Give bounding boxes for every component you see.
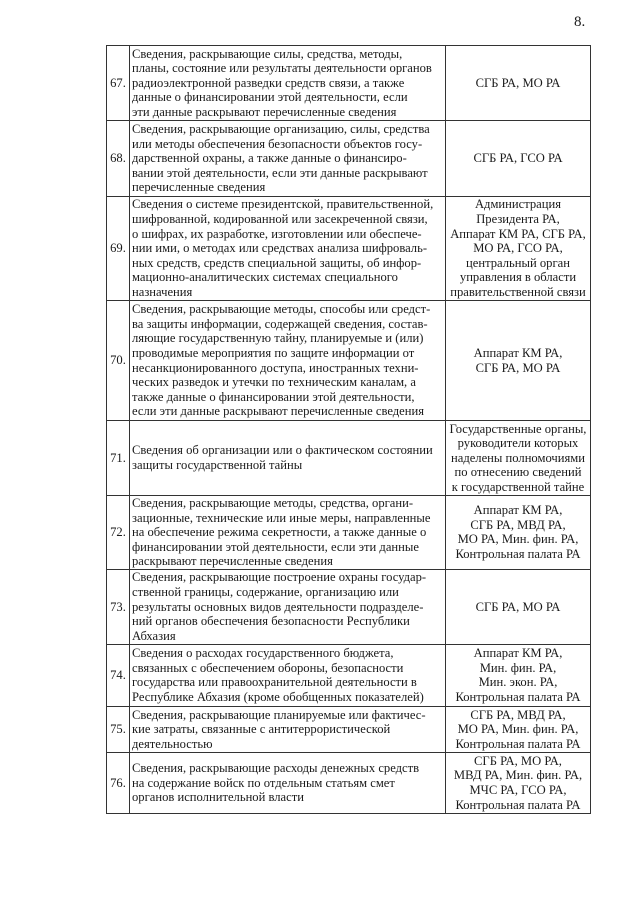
table-row bbox=[107, 496, 591, 570]
responsible-body-line: Государственные органы, bbox=[449, 421, 587, 436]
description-line: ческих разведок и утечки по техническим каналам, а bbox=[132, 375, 416, 390]
description-line: связанных с обеспечением обороны, безопасности bbox=[132, 660, 404, 675]
description-line: Сведения о системе президентской, правительственной, bbox=[132, 197, 434, 212]
responsible-bodies bbox=[446, 706, 591, 752]
description-line: ва защиты информации, содержащей сведения, состав- bbox=[132, 316, 428, 331]
item-number: 67. bbox=[107, 46, 130, 121]
responsible-bodies bbox=[446, 46, 591, 121]
description-line: или методы обеспечения безопасности объектов госу- bbox=[132, 136, 423, 151]
item-description bbox=[130, 46, 446, 121]
responsible-body-line: МО РА, Мин. фин. РА, bbox=[457, 722, 579, 737]
page-number: 8. bbox=[574, 14, 586, 30]
description-line: государства или правоохранительной деятельности в bbox=[132, 675, 417, 690]
responsible-body-line: СГБ РА, МО РА bbox=[475, 360, 561, 375]
description-line: зационные, технические или иные меры, направленные bbox=[132, 510, 431, 525]
item-description bbox=[130, 706, 446, 752]
responsible-body-line: Контрольная палата РА bbox=[455, 736, 581, 751]
responsible-body-line: центральный орган bbox=[466, 255, 570, 270]
responsible-body-line: СГБ РА, МО РА bbox=[475, 599, 561, 614]
responsible-body-line: СГБ РА, МО РА, bbox=[474, 753, 562, 768]
table-row bbox=[107, 569, 591, 644]
item-number: 72. bbox=[107, 496, 130, 570]
table-row bbox=[107, 644, 591, 706]
description-line: Сведения о расходах государственного бюджета, bbox=[132, 646, 394, 661]
table-row bbox=[107, 706, 591, 752]
description-line: Сведения об организации или о фактическом состоянии bbox=[132, 443, 433, 458]
description-line: назначения bbox=[132, 284, 193, 299]
responsible-body-line: Мин. фин. РА, bbox=[479, 660, 557, 675]
responsible-body-line: СГБ РА, МВД РА, bbox=[470, 707, 566, 722]
responsible-body-line: МВД РА, Мин. фин. РА, bbox=[453, 768, 583, 783]
description-line: Сведения, раскрывающие методы, способы или средст- bbox=[132, 302, 431, 317]
description-line: Сведения, раскрывающие методы, средства, органи- bbox=[132, 496, 414, 510]
description-line: эти данные раскрывают перечисленные сведения bbox=[132, 104, 397, 119]
table-row bbox=[107, 421, 591, 496]
responsible-body-line: по отнесению сведений bbox=[454, 465, 582, 480]
description-line: также данные о финансировании этой деятельности, bbox=[132, 389, 415, 404]
description-line: нии ими, о методах или средствах анализа шифроваль- bbox=[132, 241, 428, 256]
responsible-body-line: СГБ РА, МВД РА, bbox=[470, 517, 566, 532]
description-line: перечисленные сведения bbox=[132, 180, 266, 195]
classified-info-table bbox=[106, 45, 591, 814]
responsible-body-line: Аппарат КМ РА, bbox=[473, 503, 563, 518]
item-number: 69. bbox=[107, 197, 130, 301]
responsible-body-line: Мин. экон. РА, bbox=[478, 675, 558, 690]
description-line: если эти данные раскрывают перечисленные сведения bbox=[132, 404, 425, 419]
responsible-body-line: Аппарат КМ РА, bbox=[473, 345, 563, 360]
responsible-bodies bbox=[446, 421, 591, 496]
description-line: на обеспечение режима секретности, а также данные о bbox=[132, 525, 427, 540]
responsible-body-line: МО РА, Мин. фин. РА, bbox=[457, 532, 579, 547]
description-line: планы, состояние или результаты деятельности органов bbox=[132, 61, 432, 76]
item-number: 68. bbox=[107, 121, 130, 197]
description-line: защиты государственной тайны bbox=[132, 458, 303, 472]
description-line: результаты основных видов деятельности подразделе- bbox=[132, 599, 424, 614]
table-row bbox=[107, 46, 591, 121]
item-description bbox=[130, 569, 446, 644]
item-description bbox=[130, 121, 446, 197]
responsible-body-line: Контрольная палата РА bbox=[455, 547, 581, 562]
responsible-body-line: к государственной тайне bbox=[451, 479, 585, 494]
description-line: ний органов обеспечения безопасности Республики bbox=[132, 614, 410, 629]
item-number: 74. bbox=[107, 644, 130, 706]
responsible-body-line: управления в области bbox=[459, 270, 577, 285]
table-row bbox=[107, 121, 591, 197]
responsible-body-line: МЧС РА, ГСО РА, bbox=[469, 782, 567, 797]
responsible-body-line: Контрольная палата РА bbox=[455, 797, 581, 812]
item-description bbox=[130, 752, 446, 813]
description-line: Сведения, раскрывающие расходы денежных средств bbox=[132, 761, 420, 776]
description-line: кие затраты, связанные с антитеррористической bbox=[132, 722, 391, 737]
responsible-bodies bbox=[446, 197, 591, 301]
responsible-body-line: Контрольная палата РА bbox=[455, 690, 581, 705]
responsible-body-line: Аппарат КМ РА, СГБ РА, bbox=[450, 226, 586, 241]
description-line: финансировании этой деятельности, если эти данные bbox=[132, 539, 419, 554]
responsible-body-line: правительственной связи bbox=[450, 284, 586, 299]
description-line: шифрованной, кодированной или засекреченной связи, bbox=[132, 212, 428, 227]
description-line: мационно-аналитических системах специального bbox=[132, 270, 398, 285]
responsible-body-line: МО РА, ГСО РА, bbox=[473, 241, 563, 256]
description-line: ляющие государственную тайну, планируемые и (или) bbox=[132, 331, 424, 346]
item-description bbox=[130, 197, 446, 301]
description-line: раскрывают перечисленные сведения bbox=[132, 554, 333, 569]
description-line: дарственной охраны, а также данные о финансиро- bbox=[132, 151, 407, 166]
description-line: органов исполнительной власти bbox=[132, 790, 304, 805]
responsible-bodies bbox=[446, 569, 591, 644]
item-number: 73. bbox=[107, 569, 130, 644]
item-number: 76. bbox=[107, 752, 130, 813]
responsible-body-line: СГБ РА, ГСО РА bbox=[473, 151, 563, 166]
table-row bbox=[107, 197, 591, 301]
description-line: несанкционированного доступа, иностранных техни- bbox=[132, 360, 419, 375]
responsible-body-line: СГБ РА, МО РА bbox=[475, 75, 561, 90]
description-line: данные о финансировании этой деятельности, если bbox=[132, 90, 408, 105]
responsible-body-line: Президента РА, bbox=[476, 212, 560, 227]
description-line: вании этой деятельности, если эти данные раскрывают bbox=[132, 165, 428, 180]
description-line: Республике Абхазия (кроме обобщенных показателей) bbox=[132, 690, 424, 705]
description-line: на содержание войск по отдельным статьям смет bbox=[132, 775, 395, 790]
responsible-body-line: наделены полномочиями bbox=[450, 450, 586, 465]
description-line: ственной границы, содержание, организацию или bbox=[132, 585, 399, 600]
description-line: радиоэлектронной разведки средств связи, а также bbox=[132, 75, 405, 90]
description-line: о шифрах, их разработке, изготовлении или обеспече- bbox=[132, 226, 422, 241]
responsible-bodies bbox=[446, 644, 591, 706]
description-line: Абхазия bbox=[132, 628, 176, 643]
responsible-body-line: руководители которых bbox=[457, 436, 579, 451]
table-row bbox=[107, 301, 591, 421]
description-line: Сведения, раскрывающие организацию, силы, средства bbox=[132, 122, 430, 137]
item-number: 70. bbox=[107, 301, 130, 421]
description-line: Сведения, раскрывающие силы, средства, методы, bbox=[132, 46, 403, 61]
responsible-body-line: Администрация bbox=[474, 197, 562, 212]
description-line: деятельностью bbox=[132, 736, 213, 751]
item-number: 71. bbox=[107, 421, 130, 496]
item-number: 75. bbox=[107, 706, 130, 752]
responsible-body-line: Аппарат КМ РА, bbox=[473, 646, 563, 661]
description-line: проводимые мероприятия по защите информации от bbox=[132, 345, 415, 360]
responsible-bodies bbox=[446, 121, 591, 197]
responsible-bodies bbox=[446, 496, 591, 570]
description-line: Сведения, раскрывающие построение охраны государ- bbox=[132, 570, 427, 585]
item-description bbox=[130, 644, 446, 706]
table-body bbox=[107, 46, 591, 814]
item-description bbox=[130, 496, 446, 570]
description-line: Сведения, раскрывающие планируемые или фактичес- bbox=[132, 707, 426, 722]
description-line: ных средств, средств специальной защиты, об инфор- bbox=[132, 255, 422, 270]
item-description bbox=[130, 301, 446, 421]
responsible-bodies bbox=[446, 752, 591, 813]
item-description bbox=[130, 421, 446, 496]
responsible-bodies bbox=[446, 301, 591, 421]
table-row bbox=[107, 752, 591, 813]
